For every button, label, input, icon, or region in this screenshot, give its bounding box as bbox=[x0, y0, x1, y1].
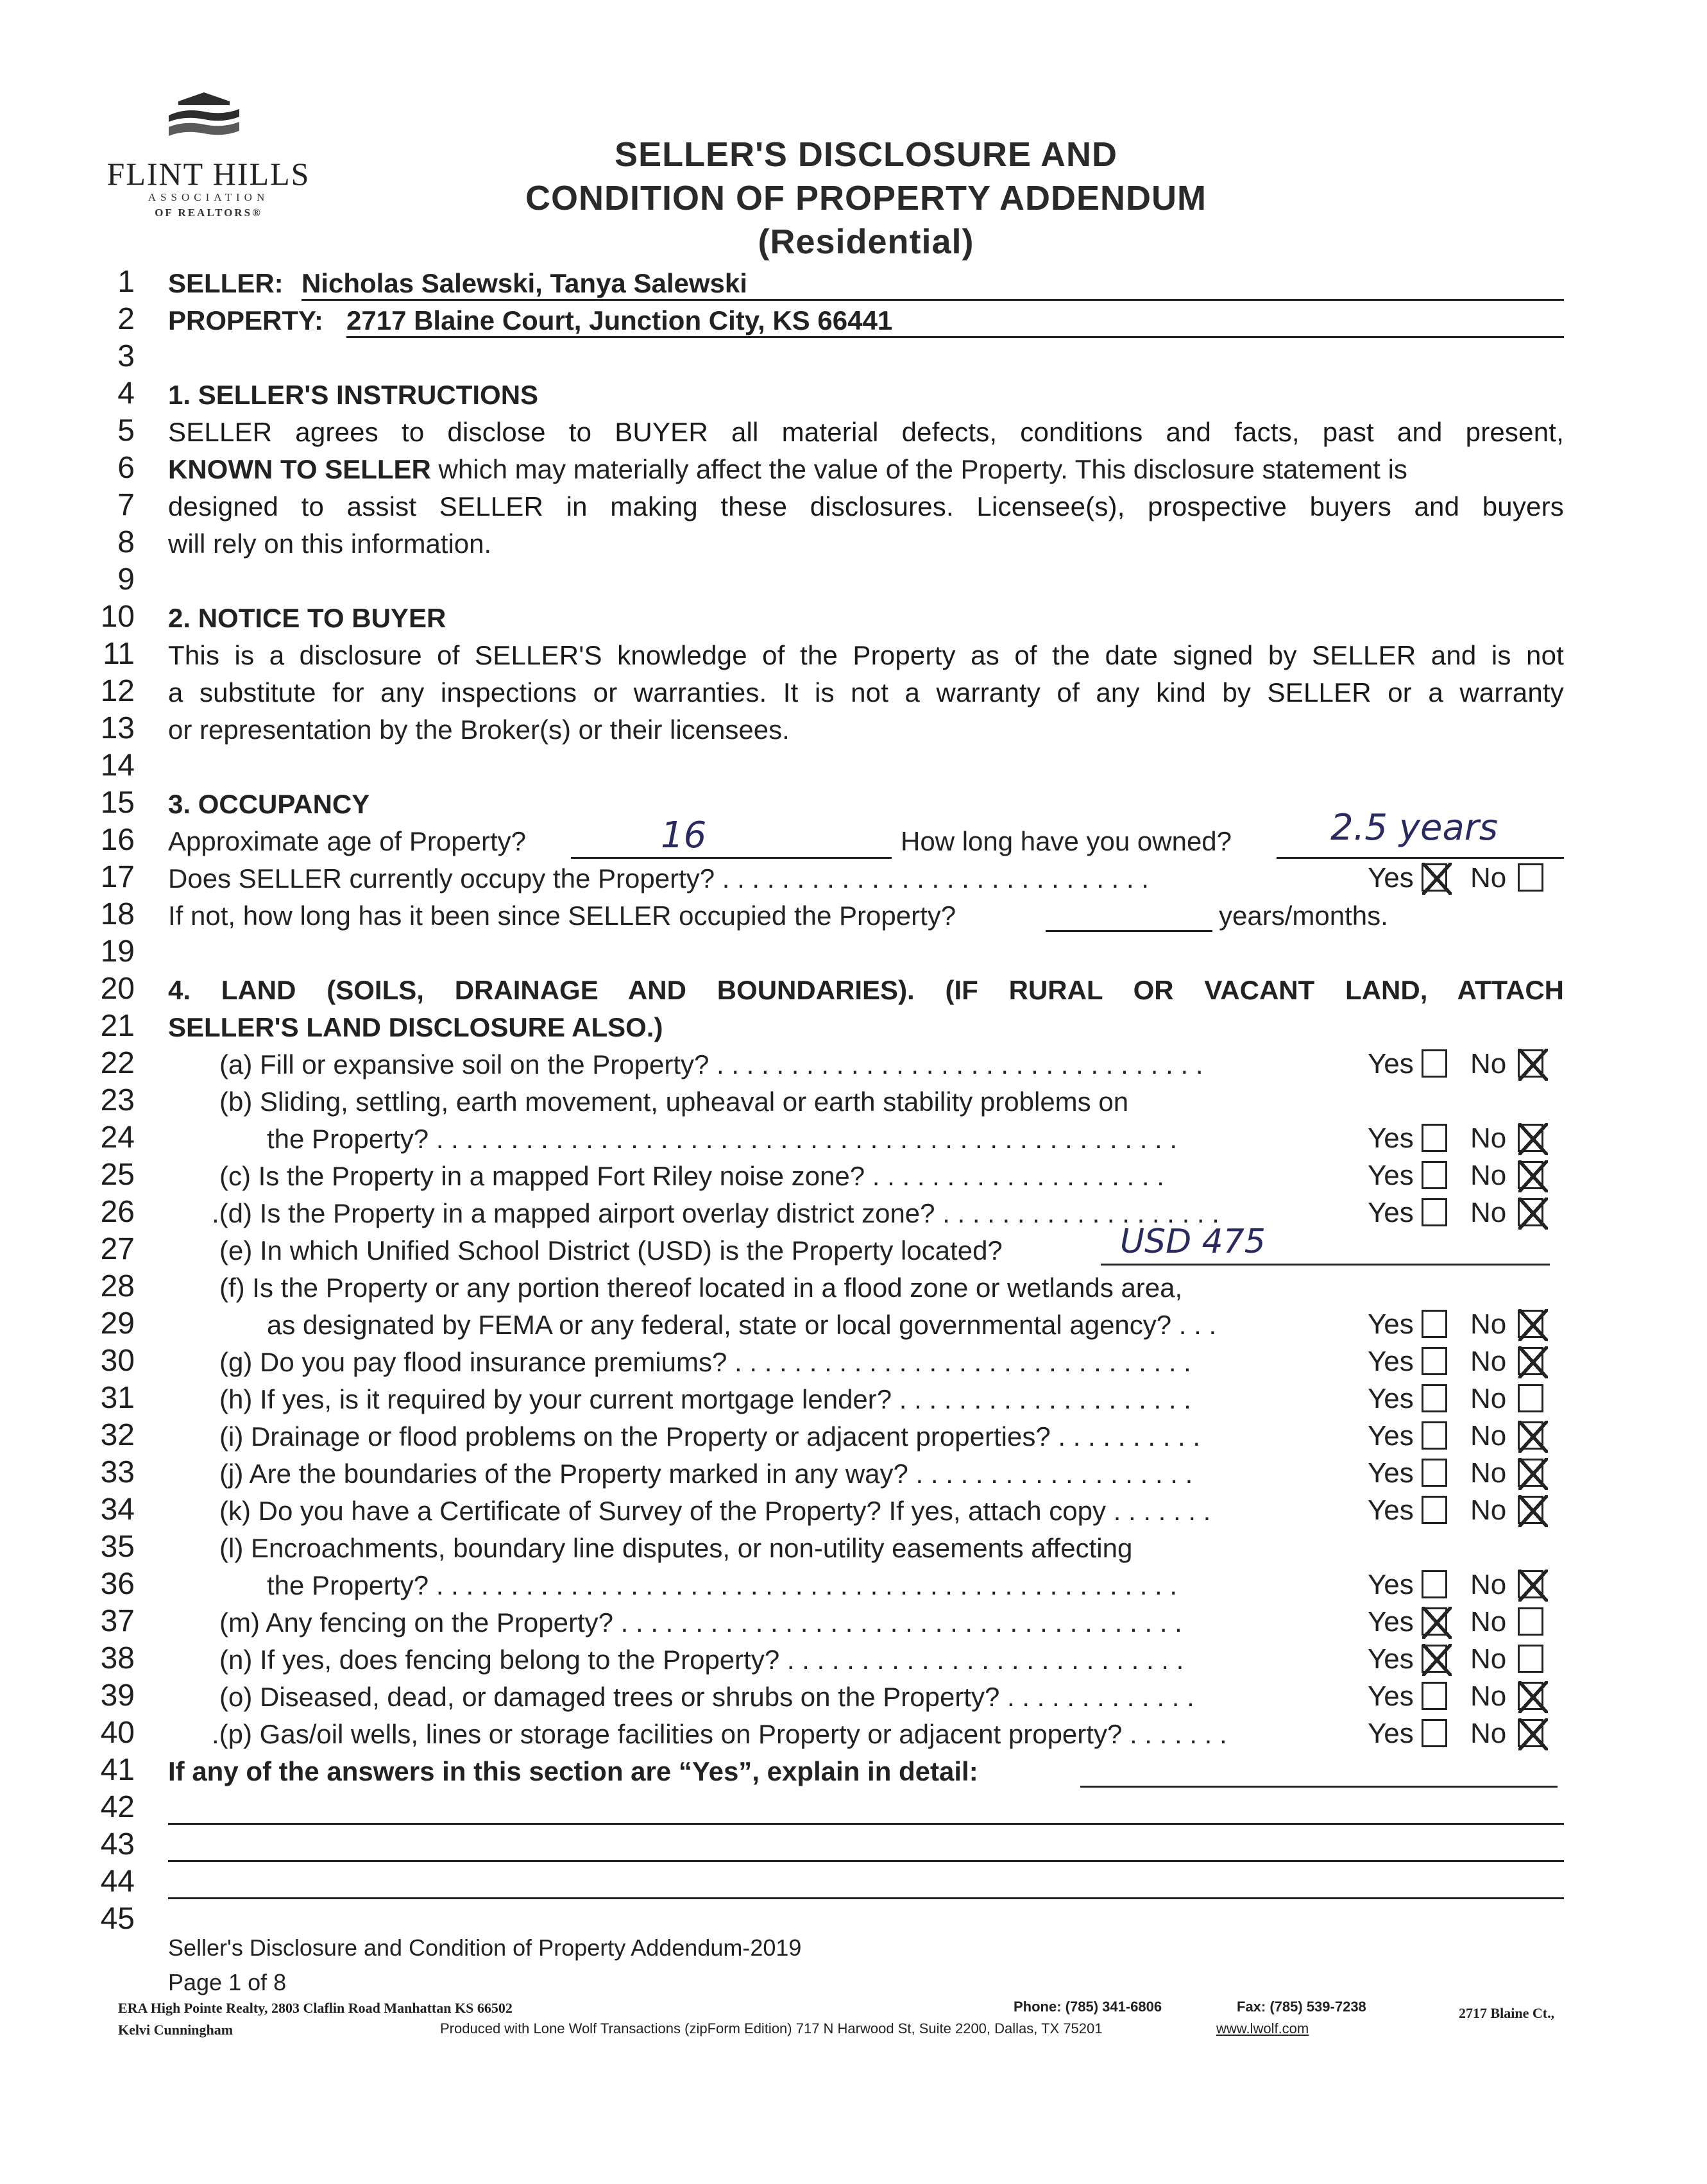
yes-label: Yes bbox=[1368, 1346, 1414, 1377]
question-a: (a) Fill or expansive soil on the Property? . . . . . . . . . . . . . . . . . . . . . . . . . . . . . . . . . bbox=[219, 1049, 1203, 1079]
line-number: 11 bbox=[103, 637, 135, 671]
age-field[interactable] bbox=[571, 815, 892, 859]
yes-label: Yes bbox=[1368, 1122, 1414, 1154]
no-checkbox[interactable] bbox=[1518, 1421, 1543, 1450]
form-name: Seller's Disclosure and Condition of Property Addendum-2019 bbox=[168, 1934, 802, 1961]
line-number: 30 bbox=[100, 1344, 135, 1378]
section-1-line-8: will rely on this information. bbox=[168, 529, 492, 559]
line-number: 18 bbox=[100, 897, 135, 931]
question-g: (g) Do you pay flood insurance premiums? . . . . . . . . . . . . . . . . . . . . . . . . . . . . . . . bbox=[219, 1347, 1191, 1377]
yes-checkbox[interactable] bbox=[1422, 1384, 1447, 1412]
no-checkbox[interactable] bbox=[1518, 863, 1543, 892]
yes-label: Yes bbox=[1368, 1048, 1414, 1079]
no-checkbox[interactable] bbox=[1518, 1049, 1543, 1078]
owned-value: 2.5 years bbox=[1330, 807, 1498, 849]
yes-label: Yes bbox=[1368, 1160, 1414, 1191]
section-2-line-11: This is a disclosure of SELLER'S knowledge of the Property as of the date signed by SELLER and is not bbox=[168, 640, 1564, 670]
question-o: (o) Diseased, dead, or damaged trees or shrubs on the Property? . . . . . . . . . . . . . bbox=[219, 1682, 1194, 1712]
agent-name: Kelvi Cunningham bbox=[118, 2022, 234, 2038]
no-checkbox[interactable] bbox=[1518, 1645, 1543, 1673]
line-number: 26 bbox=[100, 1195, 135, 1229]
no-checkbox[interactable] bbox=[1518, 1719, 1543, 1747]
no-label: No bbox=[1470, 862, 1507, 893]
section-2-line-13: or representation by the Broker(s) or their licensees. bbox=[168, 715, 790, 745]
yes-label: Yes bbox=[1368, 1420, 1414, 1452]
line-number: 31 bbox=[100, 1381, 135, 1415]
no-label: No bbox=[1470, 1122, 1507, 1154]
phone-number: Phone: (785) 341-6806 bbox=[1014, 1999, 1162, 2015]
yes-label: Yes bbox=[1368, 1643, 1414, 1675]
no-label: No bbox=[1470, 1048, 1507, 1079]
no-checkbox[interactable] bbox=[1518, 1310, 1543, 1338]
question-b-cont: the Property? . . . . . . . . . . . . . . . . . . . . . . . . . . . . . . . . . . . . . . . . . . . . . . . . . . bbox=[267, 1124, 1178, 1154]
line-number: 42 bbox=[100, 1790, 135, 1824]
line-number: 15 bbox=[100, 786, 135, 820]
line-number: 37 bbox=[100, 1604, 135, 1638]
question-i: (i) Drainage or flood problems on the Property or adjacent properties? . . . . . . . . . . bbox=[219, 1421, 1201, 1452]
no-label: No bbox=[1470, 1606, 1507, 1638]
line-number: 33 bbox=[100, 1455, 135, 1489]
age-value: 16 bbox=[661, 815, 707, 856]
question-b: (b) Sliding, settling, earth movement, upheaval or earth stability problems on bbox=[219, 1087, 1129, 1117]
yes-label: Yes bbox=[1368, 1197, 1414, 1228]
line-number: 25 bbox=[100, 1158, 135, 1192]
fax-number: Fax: (785) 539-7238 bbox=[1237, 1999, 1366, 2015]
line-number: 14 bbox=[100, 749, 135, 783]
line-number: 20 bbox=[100, 972, 135, 1006]
no-checkbox[interactable] bbox=[1518, 1496, 1543, 1524]
usd-value: USD 475 bbox=[1120, 1223, 1266, 1261]
question-h: (h) If yes, is it required by your current mortgage lender? . . . . . . . . . . . . . . . . . . . . bbox=[219, 1384, 1191, 1414]
yes-checkbox[interactable] bbox=[1422, 1496, 1447, 1524]
no-checkbox[interactable] bbox=[1518, 1347, 1543, 1375]
explain-field-line-43[interactable] bbox=[168, 1831, 1564, 1862]
question-j: (j) Are the boundaries of the Property marked in any way? . . . . . . . . . . . . . . . . . . . bbox=[219, 1459, 1193, 1489]
yes-checkbox[interactable] bbox=[1422, 1347, 1447, 1375]
line-number: 28 bbox=[100, 1269, 135, 1303]
no-checkbox[interactable] bbox=[1518, 1682, 1543, 1710]
yes-checkbox[interactable] bbox=[1422, 1570, 1447, 1598]
question-f-cont: as designated by FEMA or any federal, state or local governmental agency? . . . bbox=[267, 1310, 1217, 1340]
no-label: No bbox=[1470, 1680, 1507, 1712]
no-label: No bbox=[1470, 1346, 1507, 1377]
no-label: No bbox=[1470, 1569, 1507, 1600]
property-label: PROPERTY: bbox=[168, 305, 323, 335]
line-number: 40 bbox=[100, 1716, 135, 1750]
line-number: 22 bbox=[100, 1046, 135, 1080]
yes-label: Yes bbox=[1368, 1718, 1414, 1749]
no-checkbox[interactable] bbox=[1518, 1161, 1543, 1189]
title-line-3: (Residential) bbox=[758, 223, 974, 261]
question-n: (n) If yes, does fencing belong to the Property? . . . . . . . . . . . . . . . . . . . . . . . . . . . bbox=[219, 1645, 1184, 1675]
section-2-line-12: a substitute for any inspections or warranties. It is not a warranty of any kind by SELLER or a warranty bbox=[168, 677, 1564, 707]
line-number: 7 bbox=[117, 488, 135, 522]
section-1-line-5: SELLER agrees to disclose to BUYER all material defects, conditions and facts, past and present, bbox=[168, 417, 1564, 447]
yes-label: Yes bbox=[1368, 1494, 1414, 1526]
section-1-line-6-rest: which may materially affect the value of the Property. This disclosure statement is bbox=[430, 454, 1407, 484]
section-3-heading: 3. OCCUPANCY bbox=[168, 789, 370, 819]
logo-name: FLINT HILLS bbox=[106, 156, 310, 192]
yes-label: Yes bbox=[1368, 1569, 1414, 1600]
question-l-cont: the Property? . . . . . . . . . . . . . . . . . . . . . . . . . . . . . . . . . . . . . . . . . . . . . . . . . . bbox=[267, 1570, 1178, 1600]
explain-field-line-41[interactable] bbox=[1080, 1756, 1558, 1788]
yes-checkbox[interactable] bbox=[1422, 1161, 1447, 1189]
page-number: Page 1 of 8 bbox=[168, 1969, 287, 1995]
yes-label: Yes bbox=[1368, 1383, 1414, 1414]
line-number: 3 bbox=[117, 339, 135, 373]
question-c: (c) Is the Property in a mapped Fort Riley noise zone? . . . . . . . . . . . . . . . . . . . . bbox=[219, 1161, 1164, 1191]
line-number: 34 bbox=[100, 1493, 135, 1527]
occupy-label: Does SELLER currently occupy the Property? . . . . . . . . . . . . . . . . . . . . . . . . . . . . . bbox=[168, 863, 1149, 893]
yes-checkbox[interactable] bbox=[1422, 1198, 1447, 1226]
no-checkbox[interactable] bbox=[1518, 1459, 1543, 1487]
section-1-line-6 bbox=[168, 454, 1407, 485]
line-number: 21 bbox=[100, 1009, 135, 1043]
section-1-heading: 1. SELLER'S INSTRUCTIONS bbox=[168, 380, 539, 410]
line-number: 36 bbox=[100, 1567, 135, 1601]
line-number: 45 bbox=[100, 1902, 135, 1936]
yes-checkbox[interactable] bbox=[1422, 1459, 1447, 1487]
explain-field-line-44[interactable] bbox=[168, 1868, 1564, 1899]
flint-hills-logo-icon bbox=[166, 90, 242, 141]
yes-checkbox[interactable] bbox=[1422, 1310, 1447, 1338]
yes-checkbox[interactable] bbox=[1422, 1682, 1447, 1710]
no-checkbox[interactable] bbox=[1518, 1198, 1543, 1226]
section-4-heading-2: SELLER'S LAND DISCLOSURE ALSO.) bbox=[168, 1012, 663, 1042]
title-line-2: CONDITION OF PROPERTY ADDENDUM bbox=[525, 179, 1207, 217]
section-2-heading: 2. NOTICE TO BUYER bbox=[168, 603, 446, 633]
no-checkbox[interactable] bbox=[1518, 1384, 1543, 1412]
yes-checkbox[interactable] bbox=[1422, 1719, 1447, 1747]
line-number: 29 bbox=[100, 1307, 135, 1341]
owned-label: How long have you owned? bbox=[901, 826, 1232, 856]
no-label: No bbox=[1470, 1643, 1507, 1675]
line-number: 24 bbox=[100, 1121, 135, 1155]
line-number: 16 bbox=[100, 823, 135, 857]
yes-label: Yes bbox=[1368, 1680, 1414, 1712]
produced-by: Produced with Lone Wolf Transactions (zipForm Edition) 717 N Harwood St, Suite 2200, Dallas, TX 75201 bbox=[440, 2020, 1103, 2036]
yes-label: Yes bbox=[1368, 1606, 1414, 1638]
question-m: (m) Any fencing on the Property? . . . . . . . . . . . . . . . . . . . . . . . . . . . . . . . . . . . . . . bbox=[219, 1607, 1182, 1638]
yes-checkbox[interactable] bbox=[1422, 1124, 1447, 1152]
no-label: No bbox=[1470, 1383, 1507, 1414]
no-label: No bbox=[1470, 1197, 1507, 1228]
yes-checkbox[interactable] bbox=[1422, 1607, 1447, 1636]
broker-info: ERA High Pointe Realty, 2803 Claflin Road Manhattan KS 66502 bbox=[118, 2000, 513, 2016]
line-number: 27 bbox=[100, 1232, 135, 1266]
line-number: 43 bbox=[100, 1827, 135, 1861]
explain-label: If any of the answers in this section are “Yes”, explain in detail: bbox=[168, 1756, 978, 1786]
line-number: 35 bbox=[100, 1530, 135, 1564]
line-number: 6 bbox=[117, 451, 135, 485]
line-number: 41 bbox=[100, 1753, 135, 1787]
line-number: 44 bbox=[100, 1865, 135, 1899]
no-label: No bbox=[1470, 1420, 1507, 1452]
explain-field-line-42[interactable] bbox=[168, 1793, 1564, 1825]
line-number: 2 bbox=[117, 302, 135, 336]
line-number: 13 bbox=[100, 711, 135, 745]
since-field[interactable] bbox=[1046, 901, 1212, 932]
yes-checkbox[interactable] bbox=[1422, 863, 1447, 892]
no-label: No bbox=[1470, 1160, 1507, 1191]
line-number: 19 bbox=[100, 935, 135, 969]
since-label: If not, how long has it been since SELLER occupied the Property? bbox=[168, 901, 956, 931]
question-f: (f) Is the Property or any portion thereof located in a flood zone or wetlands area, bbox=[219, 1273, 1183, 1303]
yes-checkbox[interactable] bbox=[1422, 1421, 1447, 1450]
yes-label: Yes bbox=[1368, 862, 1414, 893]
since-suffix: years/months. bbox=[1219, 901, 1388, 931]
question-l: (l) Encroachments, boundary line disputes, or non-utility easements affecting bbox=[219, 1533, 1133, 1563]
line-number: 5 bbox=[117, 414, 135, 448]
line-number: 12 bbox=[100, 674, 135, 708]
line-number: 23 bbox=[100, 1083, 135, 1117]
yes-label: Yes bbox=[1368, 1308, 1414, 1340]
age-label: Approximate age of Property? bbox=[168, 826, 526, 856]
question-p: .(p) Gas/oil wells, lines or storage facilities on Property or adjacent property? . . . . . . . bbox=[212, 1719, 1227, 1749]
line-number: 38 bbox=[100, 1641, 135, 1675]
line-number: 39 bbox=[100, 1679, 135, 1713]
yes-checkbox[interactable] bbox=[1422, 1645, 1447, 1673]
website-link[interactable]: www.lwolf.com bbox=[1216, 2020, 1309, 2036]
line-number: 1 bbox=[117, 265, 135, 299]
line-number: 32 bbox=[100, 1418, 135, 1452]
no-checkbox[interactable] bbox=[1518, 1124, 1543, 1152]
line-number: 10 bbox=[100, 600, 135, 634]
no-label: No bbox=[1470, 1457, 1507, 1489]
seller-label: SELLER: bbox=[168, 268, 284, 298]
title-line-1: SELLER'S DISCLOSURE AND bbox=[615, 135, 1117, 174]
line-number: 8 bbox=[117, 525, 135, 559]
question-e: (e) In which Unified School District (USD) is the Property located? bbox=[219, 1235, 1003, 1266]
no-label: No bbox=[1470, 1494, 1507, 1526]
property-field[interactable]: 2717 Blaine Court, Junction City, KS 66441 bbox=[346, 305, 1564, 338]
line-number: 4 bbox=[117, 377, 135, 411]
logo-realtors: OF REALTORS® bbox=[155, 207, 262, 219]
seller-field[interactable]: Nicholas Salewski, Tanya Salewski bbox=[301, 268, 1564, 301]
owned-field[interactable] bbox=[1277, 807, 1564, 859]
line-number: 17 bbox=[100, 860, 135, 894]
question-d: .(d) Is the Property in a mapped airport overlay district zone? . . . . . . . . . . . . . . . . . . . bbox=[212, 1198, 1219, 1228]
no-checkbox[interactable] bbox=[1518, 1570, 1543, 1598]
yes-label: Yes bbox=[1368, 1457, 1414, 1489]
question-k: (k) Do you have a Certificate of Survey of the Property? If yes, attach copy . . . . . . . bbox=[219, 1496, 1211, 1526]
known-to-seller: KNOWN TO SELLER bbox=[168, 454, 431, 484]
line-number: 9 bbox=[117, 563, 135, 597]
yes-checkbox[interactable] bbox=[1422, 1049, 1447, 1078]
no-label: No bbox=[1470, 1308, 1507, 1340]
logo-association: ASSOCIATION bbox=[148, 191, 269, 203]
section-1-line-7: designed to assist SELLER in making these disclosures. Licensee(s), prospective buyers and buyers bbox=[168, 491, 1564, 521]
no-checkbox[interactable] bbox=[1518, 1607, 1543, 1636]
property-short: 2717 Blaine Ct., bbox=[1459, 2005, 1555, 2021]
section-4-heading: 4. LAND (SOILS, DRAINAGE AND BOUNDARIES). (IF RURAL OR VACANT LAND, ATTACH bbox=[168, 975, 1564, 1005]
no-label: No bbox=[1470, 1718, 1507, 1749]
